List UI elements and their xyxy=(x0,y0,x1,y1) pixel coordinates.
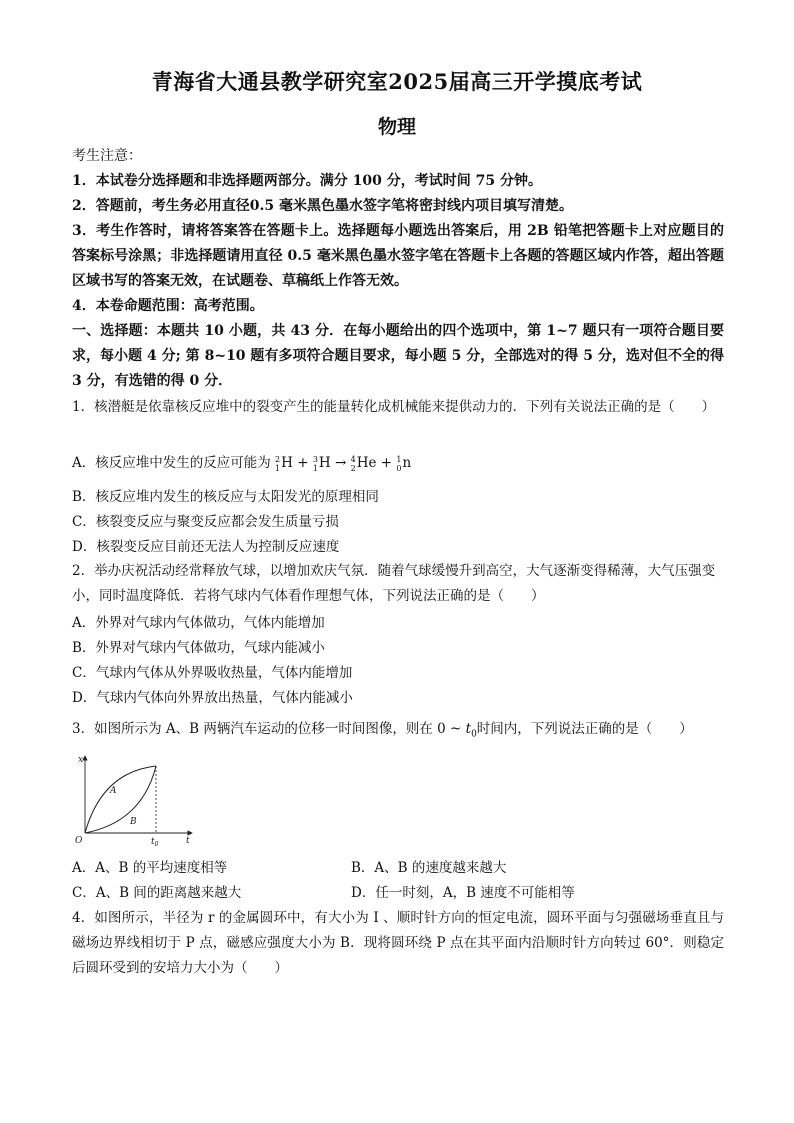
q3-option-a: A．A、B 的平均速度相等 xyxy=(72,860,228,876)
q4-stem: 4．如图所示，半径为 r 的金属圆环中，有大小为 I 、顺时针方向的恒定电流，圆环平面与匀强磁场垂直且与磁场边界线相切于 P 点，磁感应强度大小为 B．现将圆环绕 P 点在其平面内沿顺时针方向转过 60°．则稳定后圆环受到的安培力大小为（ ） xyxy=(72,910,724,976)
notice-item-1: 1．本试卷分选择题和非选择题两部分。满分 100 分，考试时间 75 分钟。 xyxy=(72,173,542,189)
notice-item-4: 4．本卷命题范围：高考范围。 xyxy=(72,298,264,314)
notice-item-3: 3．考生作答时，请将答案答在答题卡上。选择题每小题选出答案后，用 2B 铅笔把答题卡上对应题目的答案标号涂黑；非选择题请用直径 0.5 毫米黑色墨水签字笔在答题卡上各题的答题区域内作答，超出答题区域书写的答案无效，在试题卷、草稿纸上作答无效。 xyxy=(72,223,724,289)
notice-heading: 考生注意： xyxy=(72,148,142,164)
q3-option-c: C．A、B 间的距离越来越大 xyxy=(72,885,242,901)
y-axis-label: x xyxy=(78,755,84,765)
curve-a-label: A xyxy=(110,786,117,796)
q1-option-a-text: A．核反应堆中发生的反应可能为 xyxy=(72,455,271,471)
q2-option-a: A．外界对气球内气体做功，气体内能增加 xyxy=(72,615,325,631)
q2-stem: 2．举办庆祝活动经常释放气球，以增加欢庆气氛．随着气球缓慢升到高空，大气逐渐变得稀薄，大气压强变小，同时温度降低．若将气球内气体看作理想气体，下列说法正确的是（ ） xyxy=(72,563,716,604)
q1-equation: 2 1 H + 3 1 H → 4 2 He + 1 0 n xyxy=(275,454,412,473)
q1-option-c: C．核裂变反应与聚变反应都会发生质量亏损 xyxy=(72,514,339,530)
q1-option-a xyxy=(72,452,411,474)
section-1-heading: 一、选择题：本题共 10 小题，共 43 分．在每小题给出的四个选项中，第 1~7 题只有一项符合题目要求，每小题 4 分; 第 8~10 题有多项符合题目要求，每小题 5 分，全部选对的得 5 分，选对但不全的得 3 分，有选错的得 0 分． xyxy=(72,323,724,389)
exam-title: 青海省大通县教学研究室2025届高三开学摸底考试 xyxy=(151,69,643,94)
q2-option-c: C．气球内气体从外界吸收热量，气体内能增加 xyxy=(72,665,353,681)
q3-option-b: B．A、B 的速度越来越大 xyxy=(351,860,507,876)
q2-option-b: B．外界对气球内气体做功，气球内能减小 xyxy=(72,640,325,656)
q1-option-d: D．核裂变反应目前还无法人为控制反应速度 xyxy=(72,539,340,555)
curve-a xyxy=(85,766,156,833)
t-axis-label: t xyxy=(186,836,190,846)
curve-b-label: B xyxy=(130,817,137,827)
q3-position-time-graph xyxy=(72,752,197,846)
notice-item-2: 2．答题前，考生务必用直径0.5 毫米黑色墨水签字笔将密封线内项目填写清楚。 xyxy=(72,198,573,214)
subject-title: 物理 xyxy=(377,116,416,138)
q3-stem: 3．如图所示为 A、B 两辆汽车运动的位移一时间图像，则在 0 ~ $t_0$时间内，下列说法正确的是（ ） xyxy=(72,721,693,740)
q1-option-b: B．核反应堆内发生的核反应与太阳发光的原理相同 xyxy=(72,489,379,505)
t0-label: $t_0$ xyxy=(151,837,159,846)
q2-option-d: D．气球内气体向外界放出热量，气体内能减小 xyxy=(72,690,353,706)
q3-option-d: D．任一时刻，A，B 速度不可能相等 xyxy=(351,885,575,901)
q1-stem: 1．核潜艇是依靠核反应堆中的裂变产生的能量转化成机械能来提供动力的．下列有关说法正确的是（ ） xyxy=(72,399,716,415)
origin-label: O xyxy=(75,836,83,846)
curve-b xyxy=(85,766,156,833)
